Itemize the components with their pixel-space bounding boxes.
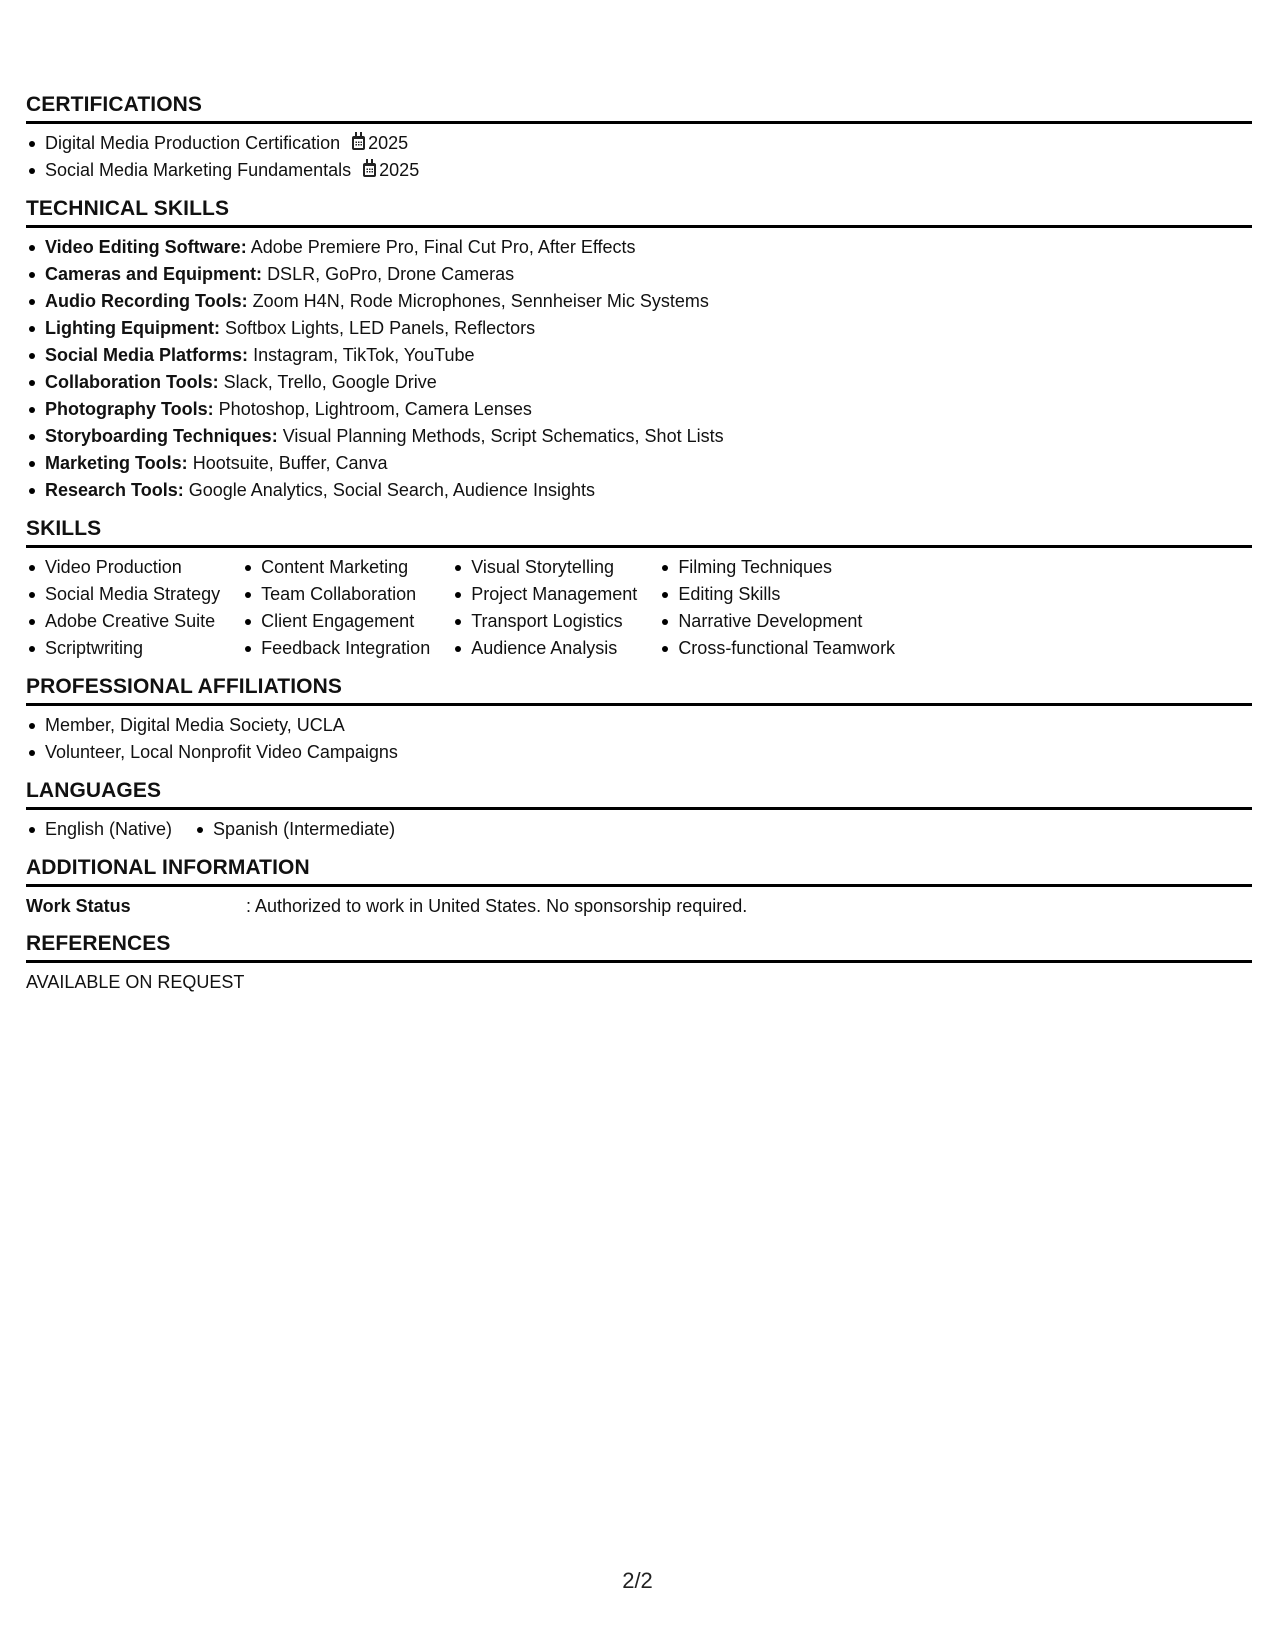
skill-category: Audio Recording Tools:: [45, 291, 248, 311]
certification-date: 2025: [379, 160, 420, 180]
section-title-skills: SKILLS: [26, 516, 1252, 548]
technical-skills-list: [26, 234, 1252, 504]
calendar-icon: [352, 136, 365, 150]
list-item: Transport Logistics: [452, 608, 637, 635]
section-title-additional-info: ADDITIONAL INFORMATION: [26, 855, 1252, 887]
list-item: [26, 157, 1252, 184]
list-item: Team Collaboration: [242, 581, 430, 608]
skills-grid: [26, 554, 1252, 662]
affiliations-list: [26, 712, 1252, 766]
list-item: [26, 396, 1252, 423]
skill-category: Cameras and Equipment:: [45, 264, 263, 284]
list-item: [26, 450, 1252, 477]
list-item: [26, 342, 1252, 369]
skill-category: Video Editing Software:: [45, 237, 247, 257]
list-item: Content Marketing: [242, 554, 430, 581]
skills-column: [242, 554, 430, 662]
section-title-languages: LANGUAGES: [26, 778, 1252, 810]
skill-category: Social Media Platforms:: [45, 345, 249, 365]
skills-column: [452, 554, 637, 662]
skill-values: Google Analytics, Social Search, Audience Insights: [188, 480, 595, 500]
list-item: Feedback Integration: [242, 635, 430, 662]
skill-values: Photoshop, Lightroom, Camera Lenses: [218, 399, 532, 419]
skill-category: Marketing Tools:: [45, 453, 188, 473]
languages-list: [26, 816, 1252, 843]
skill-values: Slack, Trello, Google Drive: [223, 372, 437, 392]
certifications-section: [26, 92, 1252, 184]
skill-values: Hootsuite, Buffer, Canva: [192, 453, 388, 473]
page-number: 2/2: [622, 1568, 653, 1593]
skill-category: Storyboarding Techniques:: [45, 426, 278, 446]
references-text: AVAILABLE ON REQUEST: [26, 972, 245, 992]
skill-values: Adobe Premiere Pro, Final Cut Pro, After Effects: [250, 237, 636, 257]
list-item: Filming Techniques: [659, 554, 895, 581]
affiliations-section: [26, 674, 1252, 766]
list-item: Project Management: [452, 581, 637, 608]
list-item: Member, Digital Media Society, UCLA: [26, 712, 1252, 739]
list-item: Volunteer, Local Nonprofit Video Campaigns: [26, 739, 1252, 766]
list-item: [26, 130, 1252, 157]
section-title-affiliations: PROFESSIONAL AFFILIATIONS: [26, 674, 1252, 706]
references-section: [26, 931, 1252, 995]
skill-category: Lighting Equipment:: [45, 318, 220, 338]
skills-section: [26, 516, 1252, 662]
list-item: [26, 369, 1252, 396]
list-item: [26, 477, 1252, 504]
list-item: Visual Storytelling: [452, 554, 637, 581]
list-item: [26, 423, 1252, 450]
list-item: Social Media Strategy: [26, 581, 220, 608]
list-item: Editing Skills: [659, 581, 895, 608]
skill-values: Softbox Lights, LED Panels, Reflectors: [224, 318, 536, 338]
skill-values: Zoom H4N, Rode Microphones, Sennheiser Mic Systems: [252, 291, 709, 311]
additional-info-section: [26, 855, 1252, 919]
skill-category: Photography Tools:: [45, 399, 214, 419]
list-item: Adobe Creative Suite: [26, 608, 220, 635]
skill-category: Collaboration Tools:: [45, 372, 219, 392]
certification-date: 2025: [368, 133, 409, 153]
list-item: Audience Analysis: [452, 635, 637, 662]
section-title-certifications: CERTIFICATIONS: [26, 92, 1252, 124]
section-title-technical-skills: TECHNICAL SKILLS: [26, 196, 1252, 228]
list-item: [26, 315, 1252, 342]
list-item: English (Native): [26, 816, 172, 843]
languages-section: [26, 778, 1252, 843]
list-item: [26, 288, 1252, 315]
skill-category: Research Tools:: [45, 480, 184, 500]
calendar-icon: [363, 163, 376, 177]
skills-column: [659, 554, 895, 662]
technical-skills-section: [26, 196, 1252, 504]
list-item: [26, 261, 1252, 288]
skill-values: Visual Planning Methods, Script Schematics, Shot Lists: [282, 426, 724, 446]
skill-values: DSLR, GoPro, Drone Cameras: [267, 264, 515, 284]
certification-name: Social Media Marketing Fundamentals: [45, 160, 352, 180]
certifications-list: [26, 130, 1252, 184]
skills-column: [26, 554, 220, 662]
list-item: Client Engagement: [242, 608, 430, 635]
list-item: Narrative Development: [659, 608, 895, 635]
list-item: Video Production: [26, 554, 220, 581]
work-status-row: [26, 893, 1252, 919]
skill-values: Instagram, TikTok, YouTube: [253, 345, 475, 365]
list-item: Cross-functional Teamwork: [659, 635, 895, 662]
list-item: Scriptwriting: [26, 635, 220, 662]
list-item: Spanish (Intermediate): [194, 816, 395, 843]
certification-name: Digital Media Production Certification: [45, 133, 341, 153]
work-status-value: : Authorized to work in United States. No sponsorship required.: [246, 896, 748, 916]
resume-page: [26, 92, 1252, 1007]
list-item: [26, 234, 1252, 261]
section-title-references: REFERENCES: [26, 931, 1252, 963]
work-status-label: Work Status: [26, 896, 131, 916]
